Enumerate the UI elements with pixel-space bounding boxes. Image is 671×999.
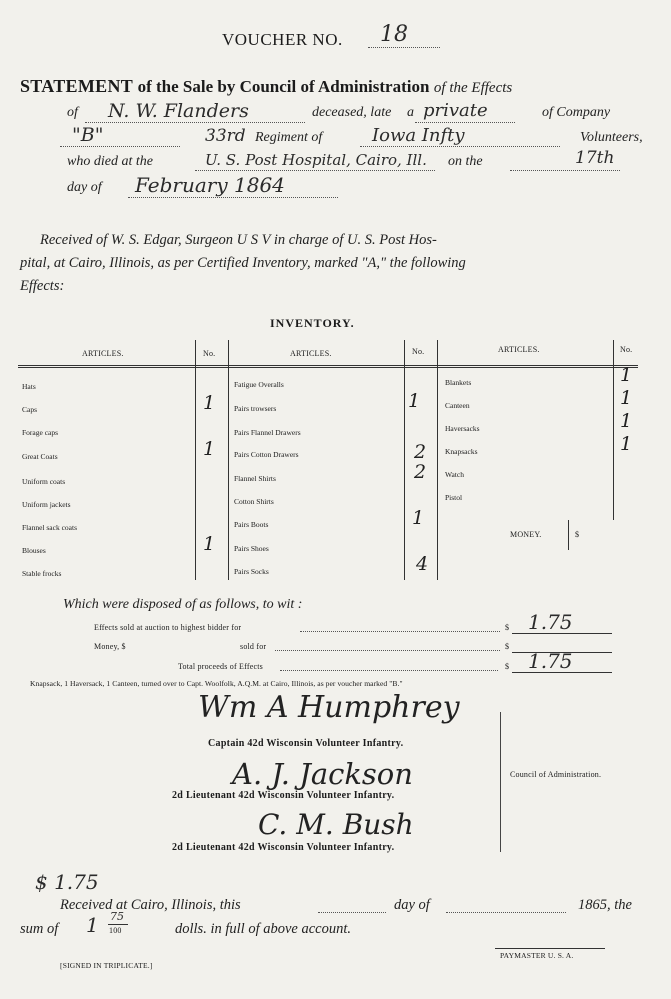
received-line-3: Effects: — [20, 278, 65, 294]
signature-lieutenant-1: A. J. Jackson — [232, 757, 413, 791]
on-the-text: on the — [448, 154, 483, 169]
total-proceeds-leader — [280, 670, 498, 671]
inventory-title: INVENTORY. — [270, 316, 355, 330]
received-line-2: pital, at Cairo, Illinois, as per Certified Inventory, marked "A," the following — [20, 255, 466, 271]
inventory-item: Uniform jackets — [22, 500, 71, 509]
inventory-qty: 4 — [416, 553, 429, 575]
disposal-heading: Which were disposed of as follows, to wit : — [63, 597, 303, 612]
inventory-item: Cotton Shirts — [234, 497, 274, 506]
inventory-qty: 1 — [620, 410, 633, 432]
paymaster-line — [495, 948, 605, 949]
regiment-text: Regiment of — [255, 130, 323, 145]
inventory-rule — [437, 340, 438, 580]
col1-header: ARTICLES. — [82, 349, 124, 358]
inventory-item: Pistol — [445, 493, 463, 502]
inventory-item: Flannel sack coats — [22, 523, 77, 532]
col2-no-header: No. — [412, 347, 425, 356]
signed-in-triplicate: [SIGNED IN TRIPLICATE.] — [60, 961, 153, 970]
receipt-year: 1865, the — [578, 897, 632, 913]
fraction-bar — [108, 924, 128, 925]
line-of: of — [67, 105, 78, 120]
statement-effects-phrase: of the Effects — [433, 80, 513, 96]
signature-lieutenant-2: C. M. Bush — [258, 808, 414, 841]
col2-header: ARTICLES. — [290, 349, 332, 358]
day-of-text: day of — [67, 180, 102, 195]
statement-title — [20, 76, 512, 97]
money-sign: $ — [575, 530, 580, 539]
col3-header: ARTICLES. — [498, 345, 540, 354]
paymaster-label: PAYMASTER U. S. A. — [500, 951, 574, 960]
total-proceeds-label: Total proceeds of Effects — [178, 662, 263, 671]
inventory-item: Pairs trowsers — [234, 404, 277, 413]
inventory-item: Hats — [22, 382, 36, 391]
death-month-year: February 1864 — [135, 173, 285, 197]
money-rule — [568, 520, 569, 550]
statement-sale-phrase: of the Sale by Council of Administration — [137, 77, 430, 96]
inventory-item: Blankets — [445, 378, 472, 387]
receipt-sum-whole: 1 — [86, 913, 99, 937]
inventory-item: Pairs Boots — [234, 520, 269, 529]
voucher-number: 18 — [380, 22, 408, 47]
received-line-1: Received of W. S. Edgar, Surgeon U S V in charge of U. S. Post Hos- — [40, 232, 437, 248]
inventory-item: Blouses — [22, 546, 46, 555]
inventory-item: Uniform coats — [22, 477, 66, 486]
inventory-qty: 1 — [620, 387, 633, 409]
death-day: 17th — [575, 148, 615, 168]
inventory-rule — [228, 340, 229, 580]
inventory-qty: 1 — [408, 390, 421, 412]
council-label: Council of Administration. — [510, 770, 602, 779]
col1-no-header: No. — [203, 349, 216, 358]
rank-underline — [415, 122, 515, 123]
inventory-item: Forage caps — [22, 428, 59, 437]
of-company-text: of Company — [542, 105, 611, 120]
inventory-item: Stable frocks — [22, 569, 62, 578]
money-sold-dollar: $ — [505, 642, 510, 651]
inventory-item: Pairs Socks — [234, 567, 269, 576]
name-underline — [85, 122, 305, 123]
inventory-item: Pairs Shoes — [234, 544, 269, 553]
receipt-day-of: day of — [394, 897, 430, 913]
effects-sold-label: Effects sold at auction to highest bidder for — [94, 623, 242, 632]
receipt-dollars-text: dolls. in full of above account. — [175, 921, 351, 937]
inventory-qty: 2 — [414, 461, 427, 483]
inventory-item: Canteen — [445, 401, 470, 410]
receipt-sum-of: sum of — [20, 921, 59, 937]
inventory-item: Pairs Cotton Drawers — [234, 450, 299, 459]
lieutenant-2-title: 2d Lieutenant 42d Wisconsin Volunteer Infantry. — [172, 842, 395, 853]
place-underline — [195, 170, 435, 171]
state-underline — [360, 146, 560, 147]
inventory-qty: 2 — [414, 441, 427, 463]
voucher-underline — [368, 47, 440, 48]
col3-no-header: No. — [620, 345, 633, 354]
money-label: MONEY. — [510, 530, 542, 539]
effects-sold-amount: 1.75 — [528, 610, 573, 634]
who-died-text: who died at the — [67, 154, 153, 169]
inventory-qty: 1 — [412, 507, 425, 529]
inventory-rule — [18, 365, 638, 368]
amount-rule — [512, 672, 612, 673]
day-underline — [510, 170, 620, 171]
state-value: Iowa Infty — [372, 125, 465, 146]
inventory-item: Pairs Flannel Drawers — [234, 428, 301, 437]
signature-captain: Wm A Humphrey — [198, 690, 460, 725]
receipt-day-blank — [318, 912, 386, 913]
money-sold-label: Money, $ — [94, 642, 126, 651]
inventory-item: Caps — [22, 405, 37, 414]
captain-title: Captain 42d Wisconsin Volunteer Infantry. — [208, 738, 404, 749]
turned-over-text: Knapsack, 1 Haversack, 1 Canteen, turned over to Capt. Woolfolk, A.Q.M. at Cairo, Illinois, as per voucher marked "B." — [30, 679, 403, 688]
company-value: "B" — [72, 124, 104, 146]
statement-word: STATEMENT — [20, 76, 134, 96]
month-underline — [128, 197, 338, 198]
money-sold-leader — [275, 650, 500, 651]
receipt-line-1: Received at Cairo, Illinois, this — [60, 897, 241, 913]
voucher-label: VOUCHER NO. — [222, 30, 343, 49]
company-underline — [60, 146, 180, 147]
deceased-name: N. W. Flanders — [108, 100, 249, 122]
inventory-qty: 1 — [620, 364, 633, 386]
receipt-amount: $ 1.75 — [35, 870, 99, 894]
inventory-rule — [404, 340, 405, 580]
inventory-item: Knapsacks — [445, 447, 478, 456]
death-place: U. S. Post Hospital, Cairo, Ill. — [205, 151, 427, 169]
amount-rule — [512, 633, 612, 634]
receipt-month-blank — [446, 912, 566, 913]
volunteers-text: Volunteers, — [580, 130, 643, 145]
inventory-qty: 1 — [203, 533, 216, 555]
receipt-sum-denominator: 100 — [109, 926, 122, 935]
inventory-item: Watch — [445, 470, 464, 479]
total-proceeds-amount: 1.75 — [528, 649, 573, 673]
money-sold-for: sold for — [240, 642, 267, 651]
inventory-qty: 1 — [203, 438, 216, 460]
inventory-qty: 1 — [203, 392, 216, 414]
lieutenant-1-title: 2d Lieutenant 42d Wisconsin Volunteer Infantry. — [172, 790, 395, 801]
rank-value: private — [423, 100, 488, 121]
effects-sold-leader — [300, 631, 500, 632]
inventory-item: Haversacks — [445, 424, 480, 433]
inventory-item: Great Coats — [22, 452, 58, 461]
a-text: a — [407, 105, 414, 120]
receipt-sum-numerator: 75 — [110, 910, 124, 923]
inventory-rule — [195, 340, 196, 580]
council-bracket — [500, 712, 501, 852]
effects-sold-dollar: $ — [505, 623, 510, 632]
deceased-text: deceased, late — [312, 105, 392, 120]
total-proceeds-dollar: $ — [505, 662, 510, 671]
inventory-qty: 1 — [620, 433, 633, 455]
regiment-number: 33rd — [205, 126, 246, 146]
inventory-item: Fatigue Overalls — [234, 380, 284, 389]
inventory-item: Flannel Shirts — [234, 474, 276, 483]
